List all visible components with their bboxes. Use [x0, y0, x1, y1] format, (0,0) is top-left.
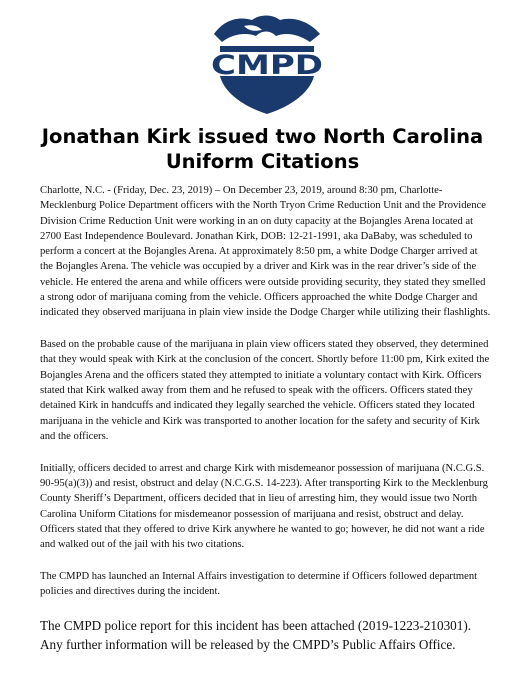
paragraph-report: The CMPD police report for this incident has been attached (2019-1223-210301). Any further information will be released by the CMPD’s Public Affairs Office.	[40, 618, 472, 653]
press-release-body	[40, 183, 492, 671]
paragraph-incident: Charlotte, N.C. - (Friday, Dec. 23, 2019) – On December 23, 2019, around 8:30 pm, Charlotte-Mecklenburg Police Department officers with the North Tryon Crime Reduction Unit and the Providence Division Crime Reduction Unit were working in an on duty capacity at the Bojangles Arena located at 2700 East Independence Boulevard. Jonathan Kirk, DOB: 12-21-1991, aka DaBaby, was scheduled to perform a concert at the Bojangles Arena. At approximately 8:50 pm, a white Dodge Charger arrived at the Bojangles Arena. The vehicle was occupied by a driver and Kirk was in the rear driver’s side of the vehicle. He entered the arena and while officers were outside providing security, they stated they smelled a strong odor of marijuana coming from the vehicle. Officers approached the white Dodge Charger and indicated they observed marijuana in plain view inside the Dodge Charger while utilizing their flashlights.	[40, 185, 491, 319]
paragraph-detention: Based on the probable cause of the marijuana in plain view officers stated they observed, they determined that they would speak with Kirk at the conclusion of the concert. Shortly before 11:00 pm, Kirk exited the Bojangles Arena and the officers stated they attempted to initiate a voluntary contact with Kirk. Officers stated that Kirk walked away from them and he refused to speak with the officers. Officers stated they detained Kirk in handcuffs and indicated they legally searched the vehicle. Officers stated they located marijuana in the vehicle and Kirk was transported to another location for the safety and security of Kirk and the officers.	[40, 339, 490, 442]
paragraph-citations: Initially, officers decided to arrest and charge Kirk with misdemeanor possession of marijuana (N.C.G.S. 90-95(a)(3)) and resist, obstruct and delay (N.C.G.S. 14-223). After transporting Kirk to the Mecklenburg County Sheriff’s Department, officers decided that in lieu of arresting him, they would issue two North Carolina Uniform Citations for misdemeanor possession of marijuana and resist, obstruct and delay. Officers stated that they offered to drive Kirk anywhere he wanted to go; however, he did not want a ride and walked out of the jail with his two citations.	[40, 462, 488, 551]
cmpd-logo	[206, 10, 328, 116]
page-title: Jonathan Kirk issued two North Carolina Uniform Citations	[41, 125, 484, 173]
paragraph-investigation: The CMPD has launched an Internal Affairs investigation to determine if Officers followed department policies and directives during the incident.	[40, 571, 478, 598]
cmpd-badge-icon	[206, 10, 328, 116]
logo-text: CMPD	[211, 50, 323, 81]
